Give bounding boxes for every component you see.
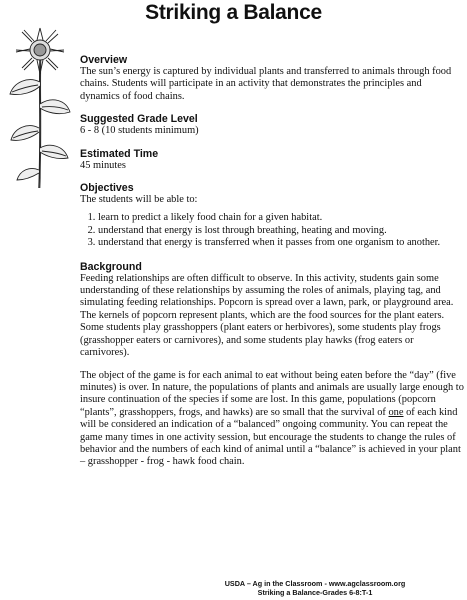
grade-text: 6 - 8 (10 students minimum) (80, 125, 199, 137)
grade-section (80, 113, 464, 137)
page-title: Striking a Balance (145, 1, 322, 24)
time-heading: Estimated Time (80, 147, 159, 160)
objectives-heading: Objectives (80, 182, 134, 195)
background-paragraph-2-start: The object of the game is for each animal to eat without being eaten before the “day” (five minutes) is over. In nature, the populations of plants and animals are usually large enough to insure continuation of the species if some are lost. In this game, populations (popcorn “plants”, grasshoppers, frogs, and hawks) are so small that the survival of (80, 369, 464, 418)
footer-line-1: USDA – Ag in the Classroom - www.agclassroom.org (224, 579, 406, 588)
background-heading: Background (80, 260, 142, 273)
objectives-list (80, 212, 464, 249)
overview-section (80, 54, 464, 103)
underlined-word: one (388, 406, 404, 418)
background-section (80, 261, 464, 469)
objective-item: 1. learn to predict a likely food chain for a given habitat. (98, 212, 464, 224)
objectives-intro: The students will be able to: (80, 194, 198, 206)
grade-heading: Suggested Grade Level (80, 113, 198, 126)
page-footer (185, 579, 445, 597)
objectives-section (80, 182, 464, 250)
sunflower-illustration (8, 20, 72, 190)
objective-item: 2. understand that energy is lost through breathing, heating and moving. (98, 225, 464, 237)
footer-line-2: Striking a Balance-Grades 6-8:T-1 (257, 588, 373, 597)
background-paragraph-2 (80, 370, 464, 469)
time-section (80, 148, 464, 172)
objective-item: 3. understand that energy is transferred when it passes from one organism to another. (98, 237, 464, 249)
time-text: 45 minutes (80, 159, 126, 171)
overview-heading: Overview (80, 54, 128, 66)
background-paragraph-2-end: of each kind will be considered an indication of a “balanced” ongoing community. You can repeat the game many times in one activity session, but encourage the students to change the rules of behavior and the numbers of each kind of animal until a “balance” is achieved in your plant – grasshopper - frog - hawk food chain. (80, 406, 461, 468)
background-paragraph-1: Feeding relationships are often difficult to observe. In this activity, students gain some understanding of these relationships by assuming the roles of animals, playing tag, and simulating feeding relationships. Popcorn is spread over a lawn, park, or playground area. The kernels of popcorn represent plants, which are the food sources for the plant eaters. Some students play grasshoppers (plant eaters or herbivores), some students play frogs (grasshopper eaters or carnivores), and some students play hawks (frog eaters or carnivores). (80, 272, 454, 359)
main-content (80, 54, 464, 469)
overview-text: The sun’s energy is captured by individual plants and transferred to animals through food chains. Students will participate in an activity that demonstrates the principles and dynamics of food chains. (80, 66, 452, 102)
